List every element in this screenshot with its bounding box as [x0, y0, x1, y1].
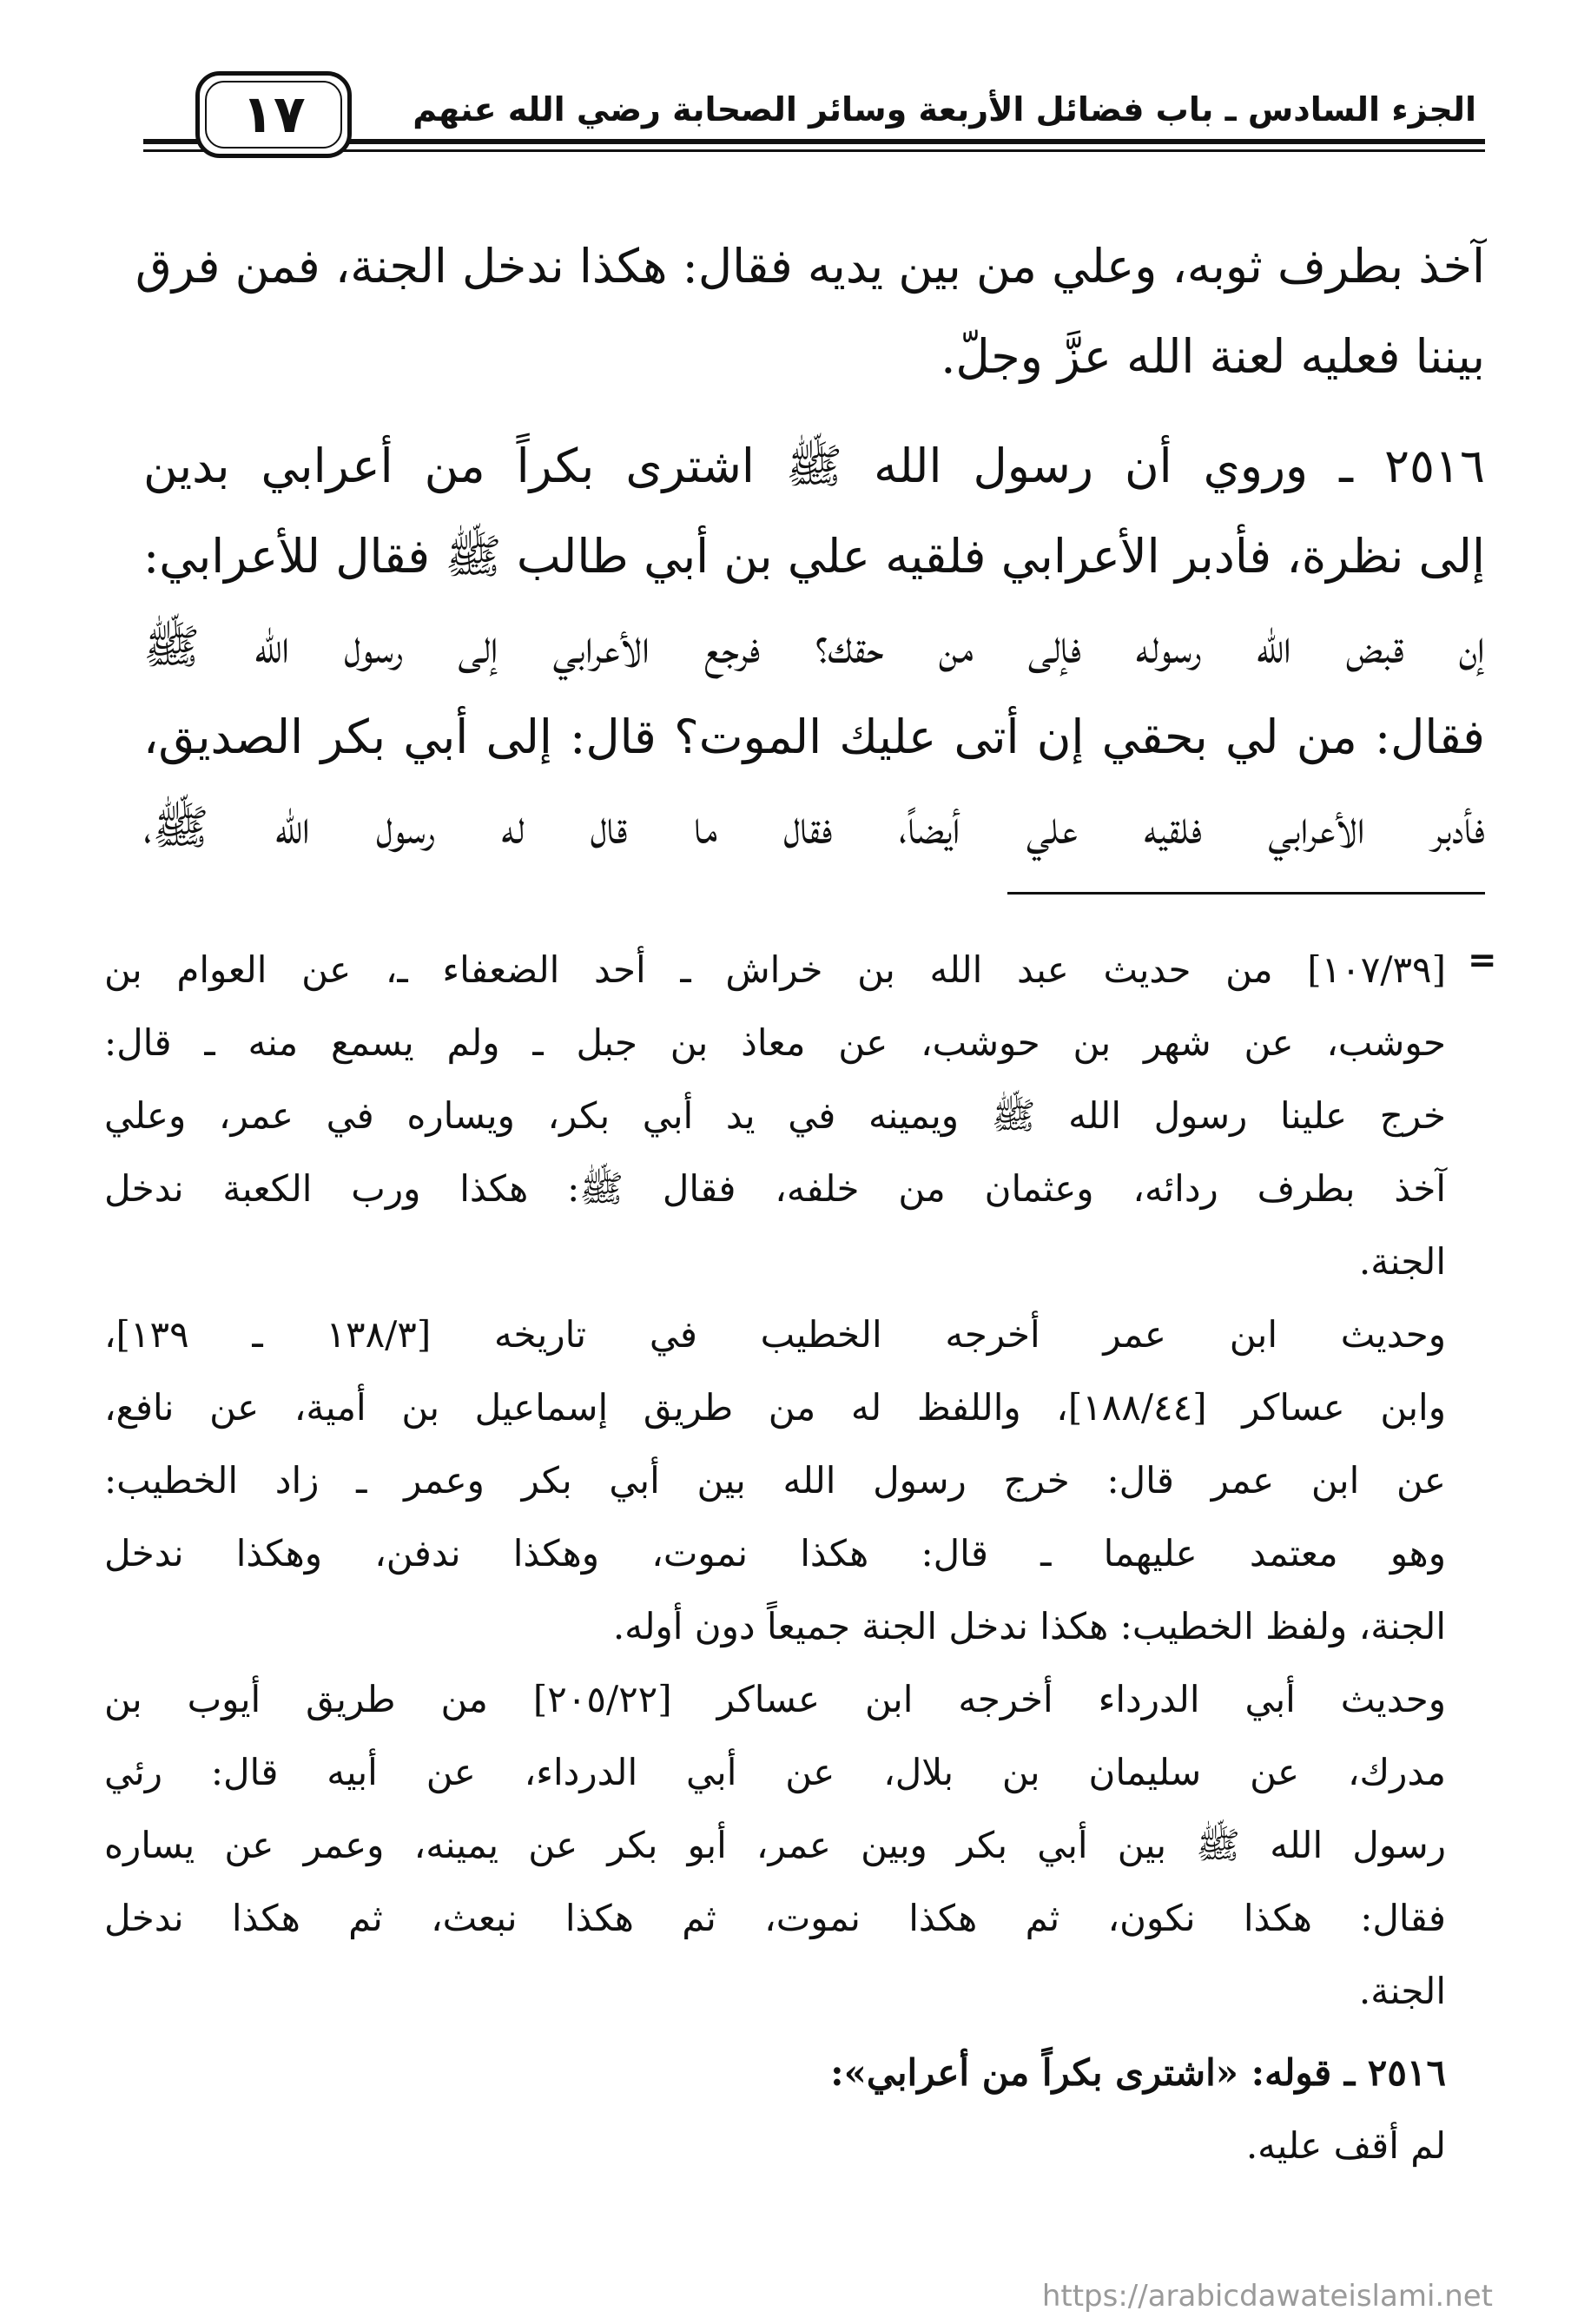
footnote-line: حوشب، عن شهر بن حوشب، عن معاذ بن جبل ـ ولم يسمع منه ـ قال: — [104, 1021, 1446, 1064]
footnote-line: عن ابن عمر قال: خرج رسول الله بين أبي بكر وعمر ـ زاد الخطيب: — [104, 1459, 1446, 1502]
page-number-frame — [195, 71, 352, 158]
footnote-line: وابن عساكر [١٨٨/٤٤]، واللفظ له من طريق إسماعيل بن أمية، عن نافع، — [104, 1386, 1446, 1429]
main-line: بيننا فعليه لعنة الله عزَّ وجلّ. — [941, 329, 1485, 384]
main-line: فقال: من لي بحقي إن أتى عليك الموت؟ قال: إلى أبي بكر الصديق، — [143, 710, 1485, 764]
page-header — [143, 71, 1485, 167]
footnotes — [104, 934, 1446, 2182]
footnote-line: خرج علينا رسول الله ﷺ ويمينه في يد أبي بكر، ويساره في عمر، وعلي — [104, 1094, 1446, 1137]
watermark-url: https://arabicdawateislami.net — [1041, 2279, 1493, 2314]
commentary-line: لم أقف عليه. — [1245, 2124, 1446, 2167]
footnote-separator — [1007, 892, 1485, 895]
paragraph-gap — [143, 402, 1485, 421]
footnote-continuation-marker: = — [1468, 941, 1497, 980]
footnote-line: الجنة، ولفظ الخطيب: هكذا ندخل الجنة جميعاً دون أوله. — [612, 1605, 1446, 1647]
running-title: الجزء السادس ـ باب فضائل الأربعة وسائر الصحابة رضي الله عنهم — [402, 90, 1476, 129]
footnote-line: [١٠٧/٣٩] من حديث عبد الله بن خراش ـ أحد الضعفاء ـ، عن العوام بن — [104, 948, 1446, 991]
main-line: إن قبض الله رسوله فإلى من حقك؟ فرجع الأعرابي إلى رسول الله ﷺ — [143, 619, 1485, 674]
main-line: فأدبر الأعرابي فلقيه علي أيضاً، فقال ما قال له رسول الله ﷺ، — [143, 800, 1485, 855]
main-text — [135, 221, 1485, 873]
main-line: ٢٥١٦ ـ وروي أن رسول الله ﷺ اشترى بكراً من أعرابي بدين — [143, 439, 1485, 493]
footnote-line: الجنة. — [1358, 1240, 1446, 1283]
main-line: إلى نظرة، فأدبر الأعرابي فلقيه علي بن أبي طالب ﷺ فقال للأعرابي: — [143, 529, 1485, 584]
footnote-line: الجنة. — [1358, 1970, 1446, 2012]
footnote-line: آخذ بطرف ردائه، وعثمان من خلفه، فقال ﷺ: هكذا ورب الكعبة ندخل — [104, 1167, 1446, 1210]
page-number: ١٧ — [241, 84, 306, 145]
paragraph-gap — [104, 2028, 1446, 2037]
footnote-line: وهو معتمد عليهما ـ قال: هكذا نموت، وهكذا ندفن، وهكذا ندخل — [104, 1532, 1446, 1575]
footnote-line: وحديث أبي الدرداء أخرجه ابن عساكر [٢٠٥/٢٢] من طريق أيوب بن — [104, 1678, 1446, 1720]
footnote-line: وحديث ابن عمر أخرجه الخطيب في تاريخه [١٣٨/٣ ـ ١٣٩]، — [104, 1313, 1447, 1356]
footnote-line: فقال: هكذا نكون، ثم هكذا نموت، ثم هكذا نبعث، ثم هكذا ندخل — [104, 1897, 1446, 1939]
footnote-line: رسول الله ﷺ بين أبي بكر وبين عمر، أبو بكر عن يمينه، وعمر عن يساره — [104, 1824, 1446, 1866]
commentary-heading: ٢٥١٦ ـ قوله: «اشترى بكراً من أعرابي»: — [830, 2051, 1446, 2094]
footnote-line: مدرك، عن سليمان بن بلال، عن أبي الدرداء، عن أبيه قال: رئي — [104, 1751, 1446, 1793]
main-line: آخذ بطرف ثوبه، وعلي من بين يديه فقال: هكذا ندخل الجنة، فمن فرق — [135, 239, 1485, 294]
